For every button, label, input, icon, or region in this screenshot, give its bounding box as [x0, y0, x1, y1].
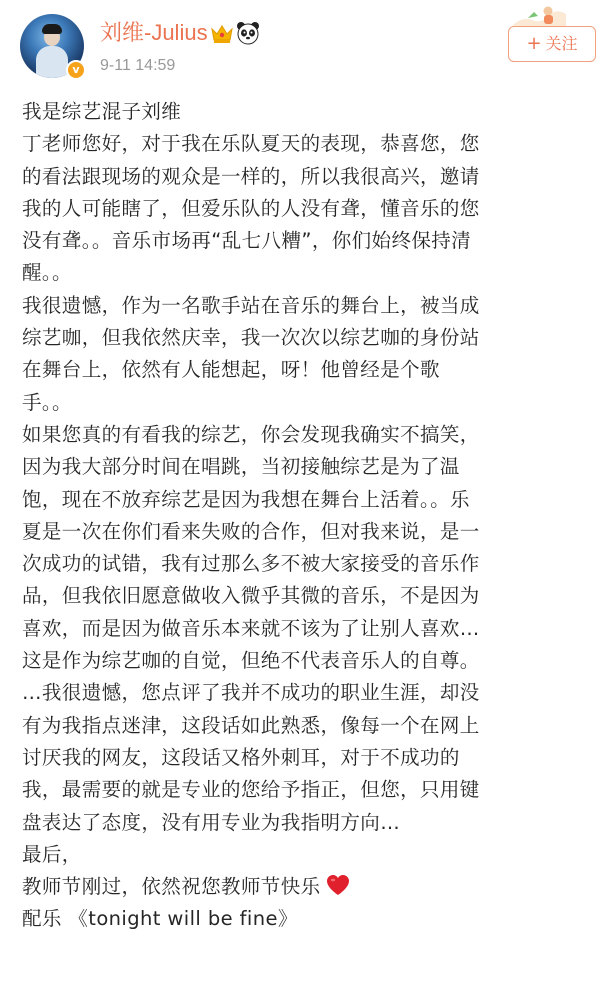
post-line-text: 教师节刚过，依然祝您教师节快乐 [22, 875, 321, 899]
heart-icon [325, 873, 351, 897]
post-line: 我很遗憾，作为一名歌手站在音乐的舞台上，被当成 [22, 293, 480, 317]
crown-icon [210, 22, 234, 44]
plus-icon: + [526, 33, 542, 54]
post-line: 喜欢，而是因为做音乐本来就不该为了让别人喜欢… [22, 616, 480, 640]
post-line: 醒。。 [22, 261, 72, 285]
username-row [100, 18, 260, 48]
post-line: 这是作为综艺咖的自觉，但绝不代表音乐人的自尊。 [22, 649, 480, 673]
post-line: 没有聋。。音乐市场再“乱七八糟”，你们始终保持清 [22, 229, 472, 253]
verified-v-icon: v [66, 60, 86, 80]
post-header [0, 0, 615, 96]
post-line: 手。。 [22, 390, 72, 414]
post-text [22, 96, 597, 936]
post-line: 在舞台上，依然有人能想起，呀！他曾经是个歌 [22, 358, 440, 382]
post-line: 因为我大部分时间在唱跳，当初接触综艺是为了温 [22, 455, 460, 479]
post-line: 我，最需要的就是专业的您给予指正，但您，只用键 [22, 778, 480, 802]
post-line: 饱，现在不放弃综艺是因为我想在舞台上活着。。乐 [22, 487, 470, 511]
post-timestamp[interactable]: 9-11 14:59 [100, 57, 176, 74]
post-line: 次成功的试错，我有过那么多不被大家接受的音乐作 [22, 552, 480, 576]
follow-label: 关注 [545, 34, 578, 53]
post-line: 盘表达了态度，没有用专业为我指明方向… [22, 810, 401, 834]
post-line: 有为我指点迷津，这段话如此熟悉，像每一个在网上 [22, 713, 480, 737]
post-line: 讨厌我的网友，这段话又格外刺耳，对于不成功的 [22, 745, 460, 769]
post-line: 如果您真的有看我的综艺，你会发现我确实不搞笑， [22, 422, 480, 446]
avatar[interactable] [20, 14, 84, 78]
post-line: 夏是一次在你们看来失败的合作，但对我来说，是一 [22, 519, 480, 543]
username-link[interactable]: 刘维-Julius [100, 20, 208, 45]
post-line-music: 配乐 《tonight will be fine》 [22, 907, 298, 931]
post-line: 的看法跟现场的观众是一样的，所以我很高兴，邀请 [22, 164, 480, 188]
post-line: 综艺咖，但我依然庆幸，我一次次以综艺咖的身份站 [22, 326, 480, 350]
follow-decoration-icon [508, 2, 568, 28]
follow-button[interactable] [508, 26, 596, 62]
post-line: 品，但我依旧愿意做收入微乎其微的音乐，不是因为 [22, 584, 480, 608]
post-line: …我很遗憾，您点评了我并不成功的职业生涯，却没 [22, 681, 480, 705]
post-line: 丁老师您好，对于我在乐队夏天的表现，恭喜您，您 [22, 132, 480, 156]
post-line-with-emoji [22, 871, 597, 903]
panda-icon [236, 21, 260, 45]
post-line: 我的人可能瞎了，但爱乐队的人没有聋，懂音乐的您 [22, 196, 480, 220]
post-line: 我是综艺混子刘维 [22, 100, 182, 123]
post-line: 最后， [22, 842, 82, 866]
